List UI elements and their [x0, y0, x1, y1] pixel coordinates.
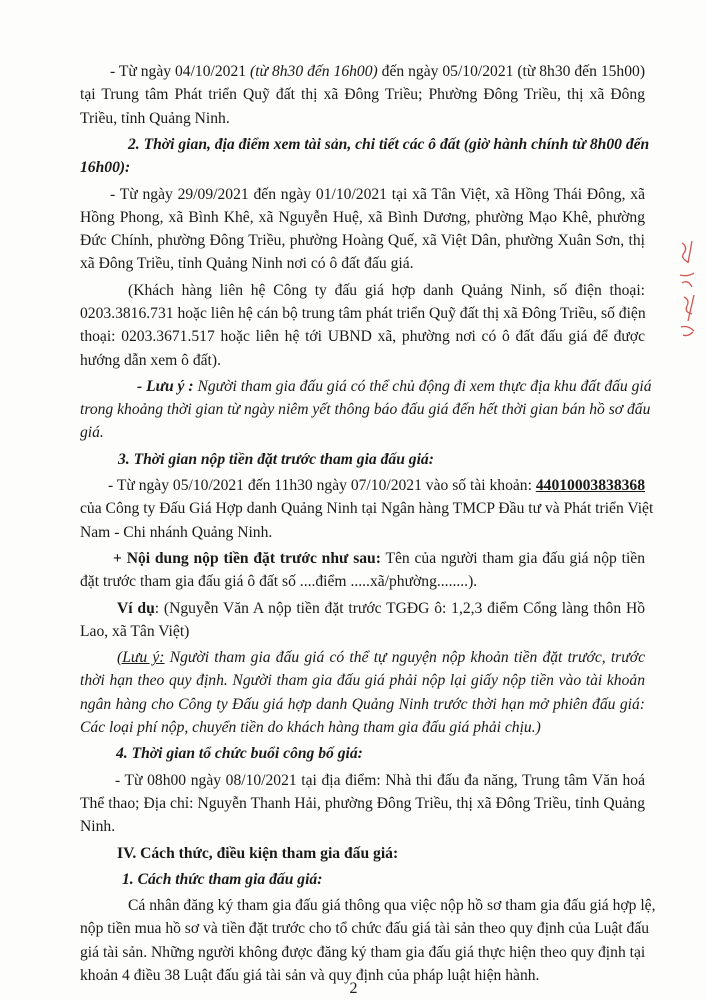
text-segment: Cá nhân đăng ký tham gia đấu giá thông qua việc nộp hồ sơ tham gia đấu giá hợp lệ,	[128, 897, 656, 915]
text-segment: thoại: 0203.3671.517 hoặc liên hệ tới UBND xã, phường nơi có ô đất đấu giá để được	[80, 328, 645, 346]
heading-3	[80, 448, 645, 471]
paragraph-p1	[80, 60, 645, 130]
paragraph-p9	[80, 646, 645, 739]
text-line	[80, 229, 645, 252]
text-segment: giá tài sản. Những người không được đăng ký tham gia đấu giá thực hiện theo quy định tại	[80, 943, 646, 961]
paragraph-p5	[80, 375, 652, 445]
text-line	[80, 941, 645, 964]
text-line	[80, 83, 645, 106]
page-number: 2	[349, 980, 358, 997]
red-stamp-mark-icon	[672, 235, 704, 345]
text-segment: giá.	[80, 424, 104, 442]
text-line	[80, 375, 652, 398]
text-segment: thời hạn theo quy định. Người tham gia đấu giá phải nộp lại giấy nộp tiền vào tài khoản	[80, 672, 645, 690]
text-segment: Lao, xã Tân Việt)	[80, 622, 190, 640]
text-segment: - Từ ngày 04/10/2021	[110, 63, 250, 80]
text-segment: - Từ 08h00 ngày 08/10/2021 tại địa điểm: Nhà thi đấu đa năng, Trung tâm Văn hoá	[115, 771, 645, 789]
paragraph-p11	[80, 894, 656, 987]
text-segment: Người tham gia đấu giá có thể tự nguyện nộp khoản tiền đặt trước, trước	[164, 649, 645, 667]
heading-iv	[80, 842, 645, 865]
text-line	[80, 646, 645, 669]
paragraph-p7	[80, 547, 645, 594]
text-line	[80, 325, 645, 348]
text-segment: trong khoảng thời gian từ ngày niêm yết thông báo đấu giá đến hết thời gian bán hồ sơ đấu	[80, 401, 651, 419]
paragraph-p8	[80, 597, 645, 644]
text-segment: Các loại phí nộp, chuyển tiền do khách hàng tham gia đấu giá phải chịu.)	[80, 719, 541, 737]
text-line	[80, 716, 645, 739]
text-segment: ngân hàng cho Công ty Đấu giá hợp danh Quảng Ninh trước thời hạn mở phiên đấu giá:	[80, 695, 645, 713]
text-line	[80, 815, 645, 838]
text-line	[80, 398, 651, 421]
text-segment: nộp tiền mua hồ sơ và tiền đặt trước cho tổ chức đấu giá tài sản theo quy định của Luật đấu	[80, 920, 650, 938]
text-line	[80, 349, 645, 372]
text-segment: Ví dụ	[117, 599, 155, 617]
text-segment: 3. Thời gian nộp tiền đặt trước tham gia đấu giá:	[118, 450, 434, 468]
text-line	[80, 792, 645, 815]
text-segment: xã Đông Triều, tỉnh Quảng Ninh nơi có ô đất đấu giá.	[80, 255, 414, 273]
text-segment: 16h00):	[80, 159, 131, 177]
text-line	[80, 742, 645, 765]
text-line	[80, 497, 654, 520]
text-segment: Đức Chính, phường Đông Triều, phường Hoàng Quế, xã Việt Dân, phường Xuân Sơn, thị	[80, 232, 645, 250]
text-line	[80, 60, 645, 83]
text-line	[80, 669, 645, 692]
text-segment: đến ngày 05/10/2021 (từ 8h30 đến 15h00)	[377, 63, 646, 80]
text-line	[80, 133, 650, 156]
text-segment: Nam - Chi nhánh Quảng Ninh.	[80, 523, 273, 541]
text-segment: IV. Cách thức, điều kiện tham gia đấu giá:	[117, 844, 399, 862]
text-segment: 44010003838368	[535, 477, 645, 495]
paragraph-p6	[80, 474, 654, 544]
text-segment: (Lưu ý:	[117, 649, 165, 667]
text-line	[80, 521, 645, 544]
text-line	[80, 917, 650, 940]
text-line	[80, 302, 645, 325]
text-line	[80, 570, 645, 593]
text-segment: khoản 4 điều 38 Luật đấu giá tài sản và quy định của pháp luật hiện hành.	[80, 967, 540, 985]
heading-2	[80, 133, 650, 180]
text-line	[80, 421, 645, 444]
text-line	[80, 868, 645, 891]
text-segment: (Khách hàng liên hệ Công ty đấu giá hợp danh Quảng Ninh, số điện thoại:	[128, 281, 645, 299]
text-segment: của Công ty Đấu Giá Hợp danh Quảng Ninh tại Ngân hàng TMCP Đầu tư và Phát triển Việt	[80, 500, 654, 518]
text-segment: - Từ ngày 29/09/2021 đến ngày 01/10/2021 tại xã Tân Việt, xã Hồng Thái Đông, xã	[110, 185, 645, 203]
text-line	[80, 894, 656, 917]
text-segment: Hồng Phong, xã Bình Khê, xã Nguyễn Huệ, xã Bình Dương, phường Mạo Khê, phường	[80, 208, 645, 226]
text-segment: (từ 8h30 đến 16h00)	[250, 63, 378, 80]
text-segment: Triều, tỉnh Quảng Ninh.	[80, 109, 230, 127]
text-segment: 0203.3816.731 hoặc liên hệ cán bộ trung tâm phát triển Quỹ đất thị xã Đông Triều, số điện	[80, 304, 646, 322]
text-segment: - Từ ngày 05/10/2021 đến 11h30 ngày 07/10/2021 vào số tài khoản:	[108, 477, 536, 495]
text-line	[80, 547, 645, 570]
paragraph-p4	[80, 279, 645, 372]
text-line	[80, 620, 645, 643]
text-line	[80, 107, 645, 130]
heading-1	[80, 868, 645, 891]
text-segment: Ninh.	[80, 818, 116, 836]
text-segment: tại Trung tâm Phát triển Quỹ đất thị xã Đông Triều; Phường Đông Triều, thị xã Đông	[80, 86, 645, 104]
text-segment: hướng dẫn xem ô đất).	[80, 351, 221, 369]
text-line	[80, 156, 645, 179]
paragraph-p10	[80, 769, 645, 839]
text-segment: Thể thao; Địa chỉ: Nguyễn Thanh Hải, phường Đông Triều, thị xã Đông Triều, tỉnh Quảng	[80, 794, 645, 812]
text-line	[80, 252, 645, 275]
text-segment: : (Nguyễn Văn A nộp tiền đặt trước TGĐG ô: 1,2,3 điểm Cổng làng thôn Hồ	[154, 599, 645, 617]
paragraph-p3	[80, 183, 645, 276]
text-line	[80, 769, 645, 792]
text-line	[80, 448, 645, 471]
text-segment: Tên của người tham gia đấu giá nộp tiền	[380, 550, 645, 567]
text-line	[80, 693, 645, 716]
text-segment: + Nội dung nộp tiền đặt trước như sau:	[113, 550, 381, 567]
text-line	[80, 842, 645, 865]
text-segment: 2. Thời gian, địa điểm xem tài sản, chi tiết các ô đất (giờ hành chính từ 8h00 đến	[128, 135, 650, 153]
text-line	[80, 183, 645, 206]
text-line	[80, 279, 645, 302]
text-segment: Người tham gia đấu giá có thể chủ động đi xem thực địa khu đất đấu giá	[193, 377, 652, 395]
text-line	[80, 597, 645, 620]
text-segment: 4. Thời gian tổ chức buổi công bố giá:	[116, 745, 363, 763]
text-segment: đặt trước tham gia đấu giá ô đất số ....điểm .....xã/phường........).	[80, 573, 478, 591]
text-line	[80, 474, 645, 497]
heading-4	[80, 742, 645, 765]
text-line	[80, 206, 645, 229]
text-segment: 1. Cách thức tham gia đấu giá:	[122, 870, 323, 888]
text-segment: - Lưu ý :	[137, 377, 194, 395]
